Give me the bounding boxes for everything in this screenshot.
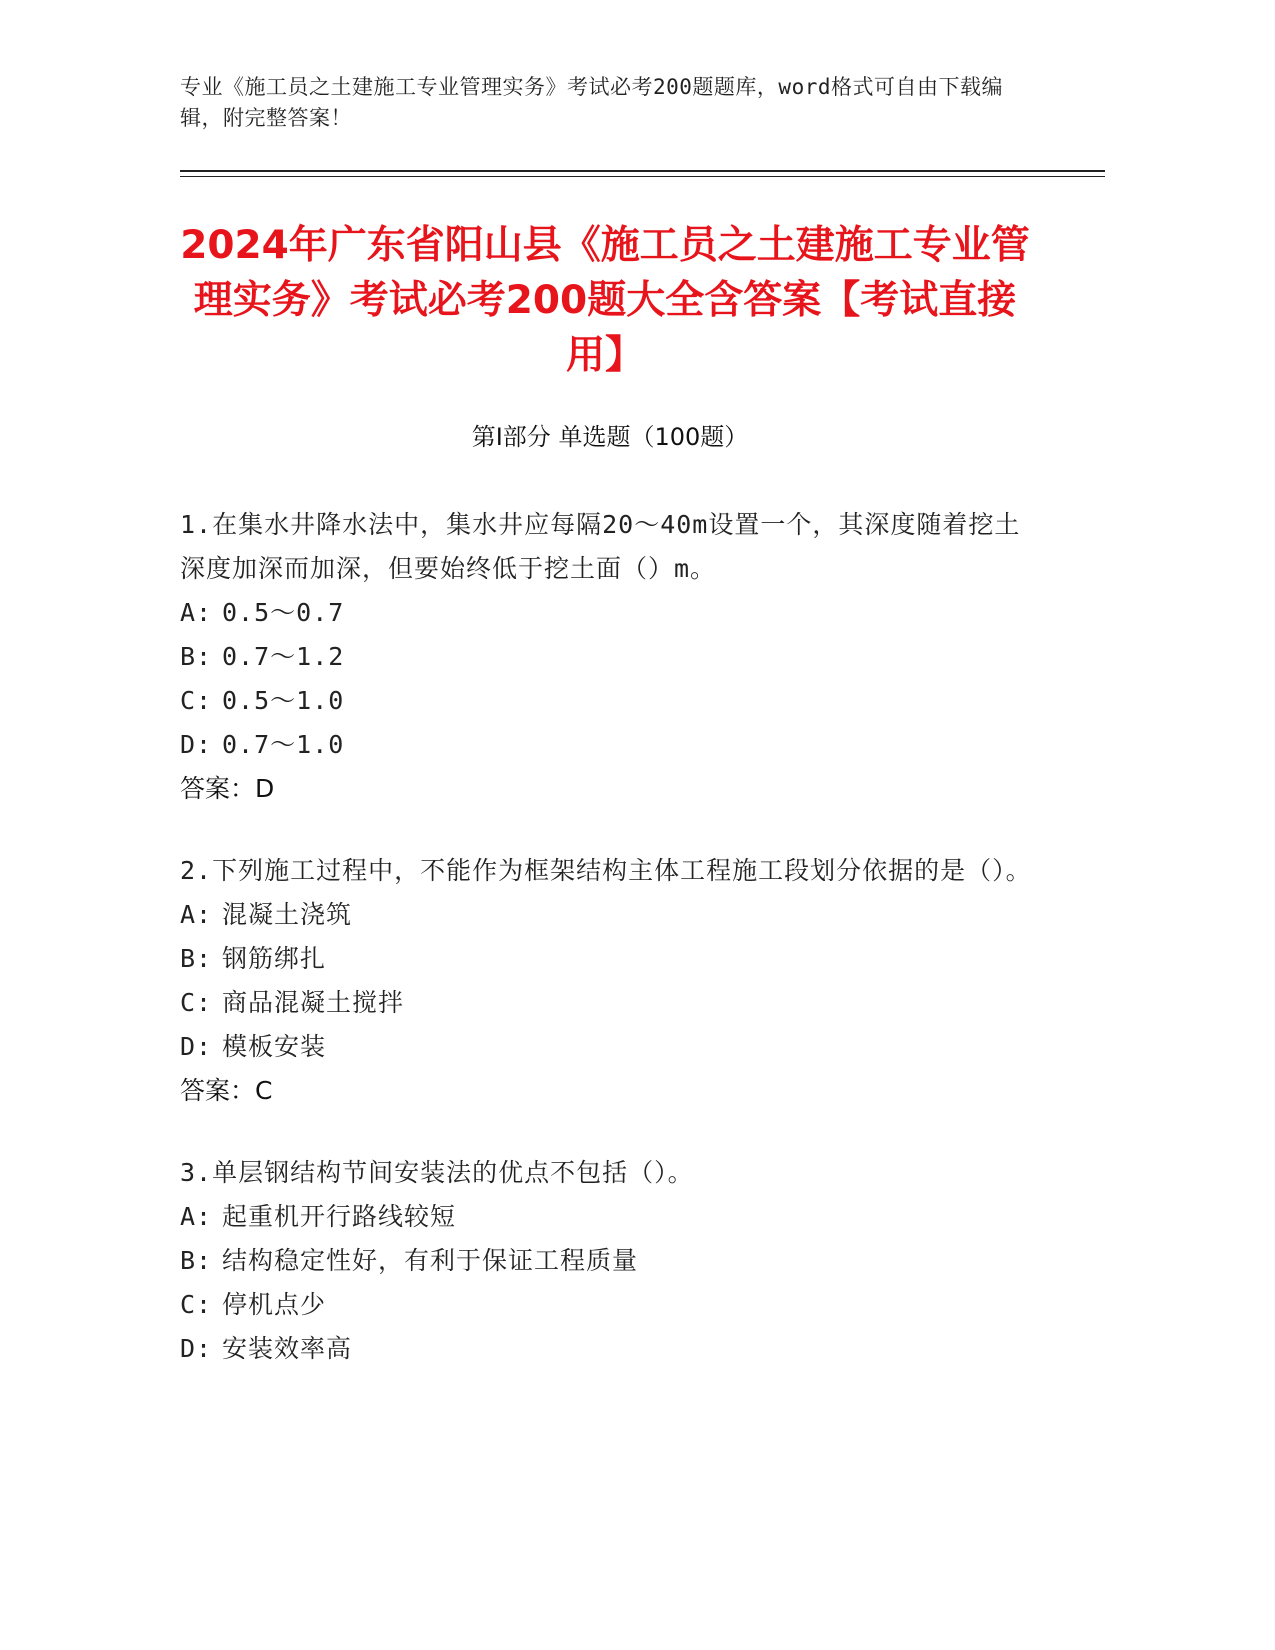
document-title: 2024年广东省阳山县《施工员之土建施工专业管理实务》考试必考200题大全含答案【考试直接用】 bbox=[180, 223, 1030, 378]
header-rule-thin bbox=[180, 176, 1105, 177]
option-d bbox=[180, 723, 1040, 767]
option-c bbox=[180, 1283, 1040, 1327]
option-d bbox=[180, 1025, 1040, 1069]
option-text: 停机点少 bbox=[222, 1290, 327, 1319]
question-stem: 2.下列施工过程中，不能作为框架结构主体工程施工段划分依据的是（）。 bbox=[180, 856, 1032, 885]
option-text: 钢筋绑扎 bbox=[222, 944, 327, 973]
option-letter: D: bbox=[180, 730, 213, 759]
option-text: 模板安装 bbox=[222, 1032, 327, 1061]
option-text: 混凝土浇筑 bbox=[222, 900, 353, 929]
question-list bbox=[180, 503, 1040, 1409]
option-letter: C: bbox=[180, 1290, 213, 1319]
option-text: 0.7～1.2 bbox=[222, 642, 345, 671]
option-text: 0.7～1.0 bbox=[222, 730, 345, 759]
question-3 bbox=[180, 1151, 1040, 1371]
option-text: 起重机开行路线较短 bbox=[222, 1202, 457, 1231]
option-a bbox=[180, 591, 1040, 635]
option-letter: A: bbox=[180, 900, 213, 929]
section-heading: 第Ⅰ部分 单选题（100题） bbox=[471, 423, 749, 451]
answer-line: 答案：D bbox=[180, 774, 275, 803]
option-letter: A: bbox=[180, 1202, 213, 1231]
option-letter: C: bbox=[180, 686, 213, 715]
option-text: 0.5～1.0 bbox=[222, 686, 345, 715]
option-d bbox=[180, 1327, 1040, 1371]
option-c bbox=[180, 981, 1040, 1025]
option-b bbox=[180, 635, 1040, 679]
option-b bbox=[180, 937, 1040, 981]
question-stem: 3.单层钢结构节间安装法的优点不包括（）。 bbox=[180, 1158, 694, 1187]
answer-line: 答案：C bbox=[180, 1076, 273, 1105]
question-2 bbox=[180, 849, 1040, 1113]
option-a bbox=[180, 1195, 1040, 1239]
option-c bbox=[180, 679, 1040, 723]
option-text: 结构稳定性好，有利于保证工程质量 bbox=[222, 1246, 639, 1275]
header-note: 专业《施工员之土建施工专业管理实务》考试必考200题题库，word格式可自由下载编辑，附完整答案！ bbox=[180, 75, 1003, 130]
option-letter: B: bbox=[180, 642, 213, 671]
option-letter: B: bbox=[180, 1246, 213, 1275]
option-b bbox=[180, 1239, 1040, 1283]
option-letter: D: bbox=[180, 1032, 213, 1061]
option-text: 安装效率高 bbox=[222, 1334, 353, 1363]
option-text: 0.5～0.7 bbox=[222, 598, 345, 627]
option-a bbox=[180, 893, 1040, 937]
question-stem: 1.在集水井降水法中，集水井应每隔20～40m设置一个，其深度随着挖土深度加深而加深，但要始终低于挖土面（）m。 bbox=[180, 510, 1021, 583]
option-letter: B: bbox=[180, 944, 213, 973]
header-rule-thick bbox=[180, 170, 1105, 172]
question-1 bbox=[180, 503, 1040, 811]
option-letter: D: bbox=[180, 1334, 213, 1363]
option-letter: C: bbox=[180, 988, 213, 1017]
option-text: 商品混凝土搅拌 bbox=[222, 988, 405, 1017]
option-letter: A: bbox=[180, 598, 213, 627]
